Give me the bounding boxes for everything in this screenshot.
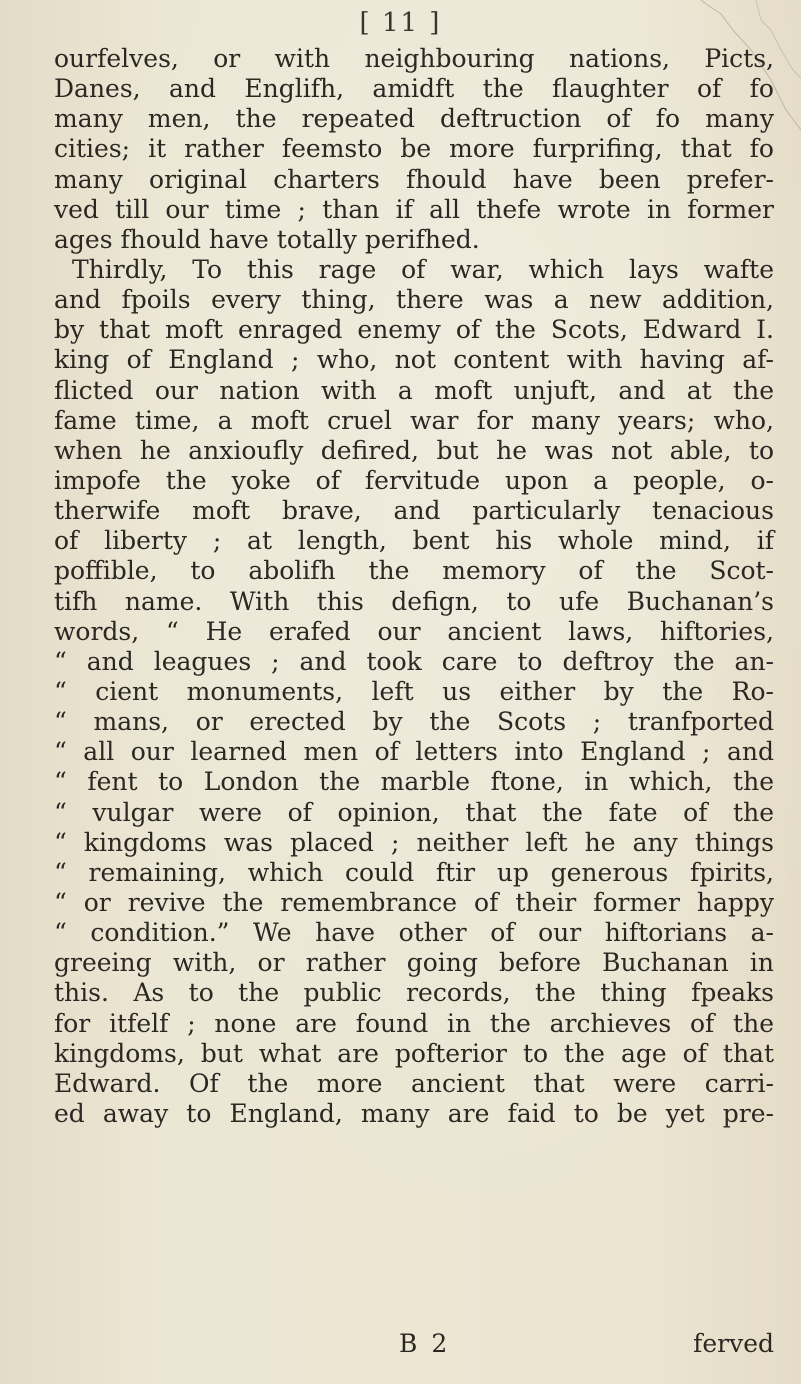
text-line: king of England ; who, not content with having af-: [54, 345, 774, 375]
body-text: [54, 44, 774, 1129]
quote-line: “ all our learned men of letters into England ; and: [54, 737, 774, 767]
paragraph-start: Thirdly, To this rage of war, which lays wafte: [72, 254, 774, 284]
text-line: flicted our nation with a moft unjuft, and at the: [54, 375, 774, 405]
text-line: ved till our time ; than if all thefe wrote in former: [54, 194, 774, 224]
text-line: greeing with, or rather going before Buchanan in: [54, 948, 774, 978]
text-line: cities; it rather feemsto be more furprifing, that fo: [54, 134, 774, 164]
quote-line: “ and leagues ; and took care to deftroy the an-: [54, 646, 774, 676]
text-line: therwife moft brave, and particularly tenacious: [54, 496, 774, 526]
catchword: ferved: [693, 1329, 774, 1358]
text-line: for itfelf ; none are found in the archieves of the: [54, 1008, 774, 1038]
text-line: ourfelves, or with neighbouring nations, Picts,: [54, 44, 774, 73]
text-line: tifh name. With this defign, to ufe Buchanan’s: [54, 586, 774, 616]
text-line: Danes, and Englifh, amidft the flaughter of fo: [54, 74, 774, 104]
text-line: fame time, a moft cruel war for many years; who,: [54, 405, 774, 435]
page-footer: [54, 1328, 774, 1360]
quote-line: “ condition.” We have other of our hiftorians a-: [54, 918, 774, 948]
text-line: and fpoils every thing, there was a new addition,: [54, 285, 774, 315]
text-line: ages fhould have totally perifhed.: [54, 224, 480, 254]
signature-mark: B 2: [399, 1329, 451, 1358]
text-line: this. As to the public records, the thing fpeaks: [54, 978, 774, 1008]
text-line: Edward. Of the more ancient that were carri-: [54, 1068, 774, 1098]
text-line: poffible, to abolifh the memory of the Scot-: [54, 556, 774, 586]
text-line: when he anxioufly defired, but he was not able, to: [54, 435, 774, 465]
quote-line: “ mans, or erected by the Scots ; tranfported: [54, 707, 774, 737]
quote-line: “ fent to London the marble ftone, in which, the: [54, 767, 774, 797]
quote-line: “ kingdoms was placed ; neither left he any things: [54, 827, 774, 857]
text-line: words, “ He erafed our ancient laws, hiftories,: [54, 616, 774, 646]
text-line: impofe the yoke of fervitude upon a people, o-: [54, 465, 774, 495]
text-line: ed away to England, many are faid to be yet pre-: [54, 1098, 774, 1128]
quote-line: “ or revive the remembrance of their former happy: [54, 887, 774, 917]
text-line: kingdoms, but what are pofterior to the age of that: [54, 1038, 774, 1068]
quote-line: “ remaining, which could ftir up generous fpirits,: [54, 857, 774, 887]
quote-line: “ vulgar were of opinion, that the fate of the: [54, 797, 774, 827]
page-number: [ 11 ]: [359, 8, 442, 38]
text-line: of liberty ; at length, bent his whole mind, if: [54, 526, 774, 556]
text-line: many men, the repeated deftruction of fo many: [54, 104, 774, 134]
text-line: many original charters fhould have been prefer-: [54, 164, 774, 194]
text-line: by that moft enraged enemy of the Scots, Edward I.: [54, 315, 774, 345]
quote-line: “ cient monuments, left us either by the Ro-: [54, 676, 774, 706]
